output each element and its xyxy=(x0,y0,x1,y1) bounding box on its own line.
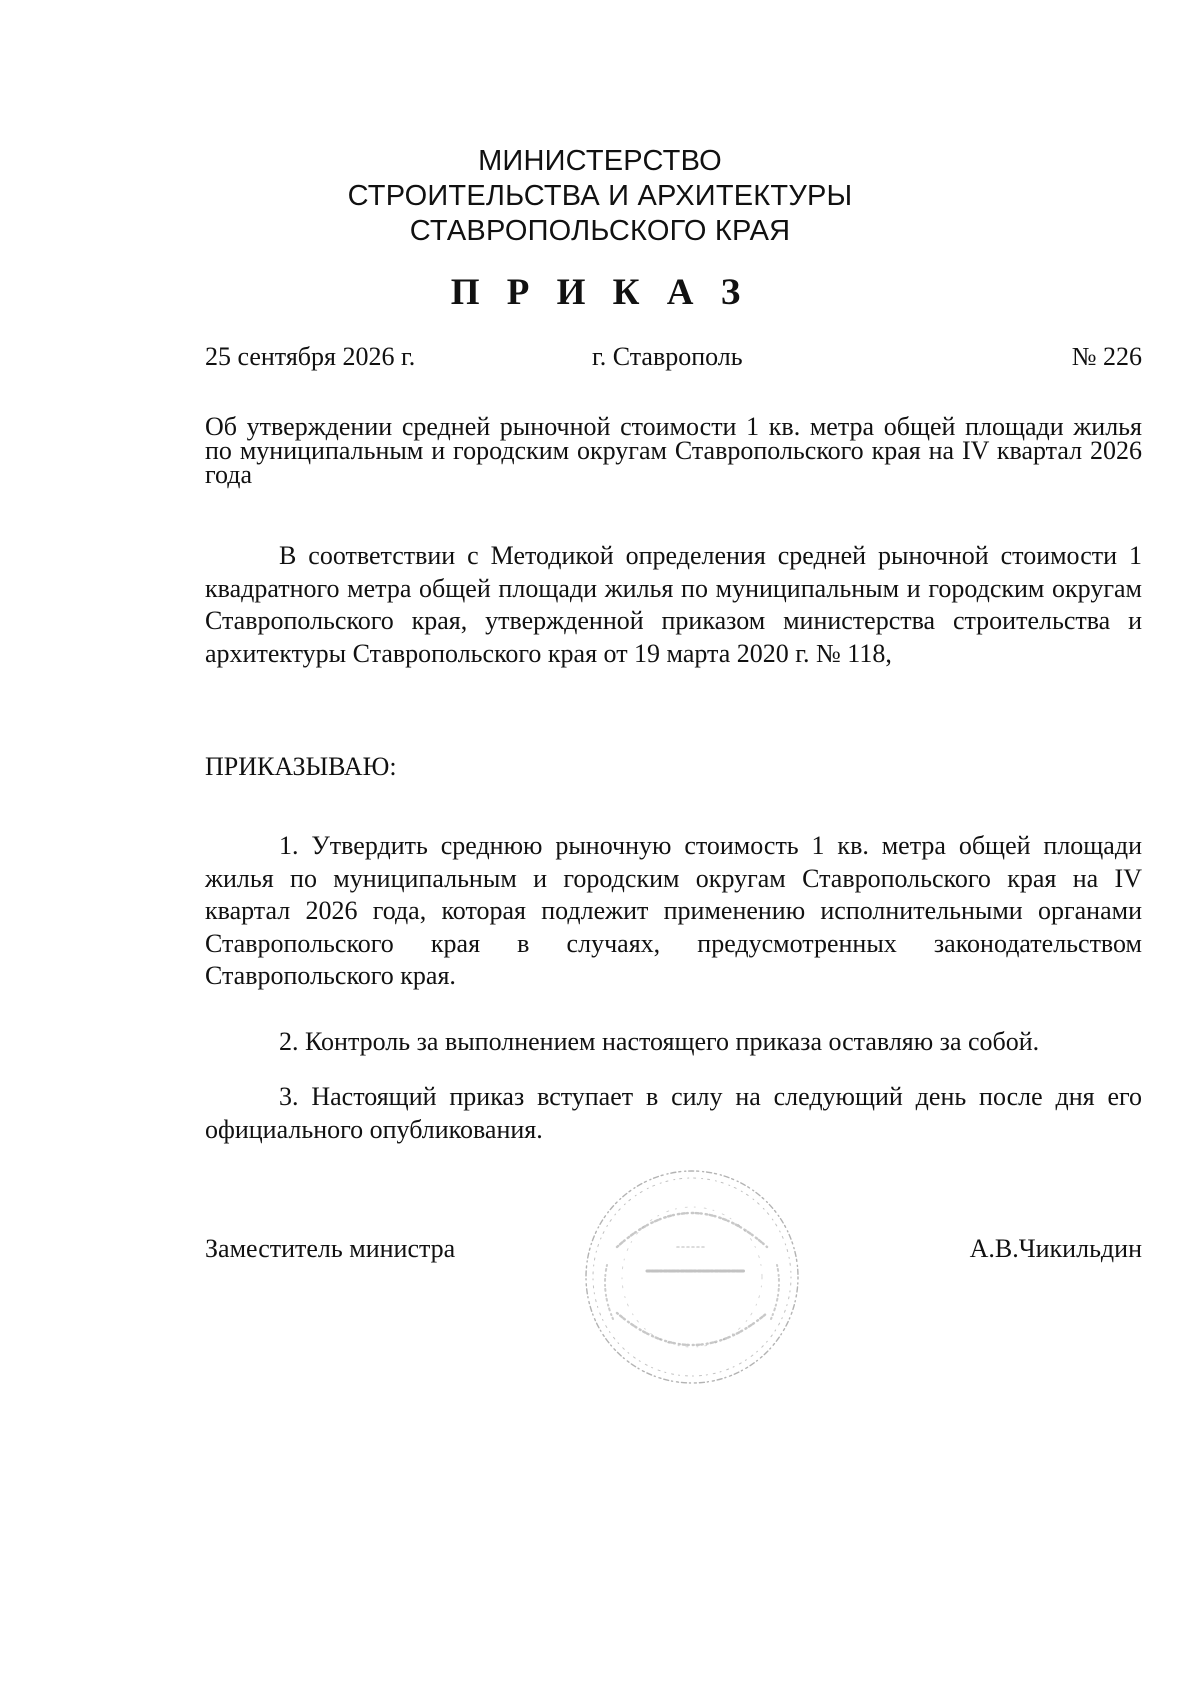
signer-name: А.В.Чикильдин xyxy=(969,1234,1142,1263)
document-city: г. Ставрополь xyxy=(592,342,743,371)
document-number: № 226 xyxy=(1071,342,1142,371)
header-line-3: СТАВРОПОЛЬСКОГО КРАЯ xyxy=(409,215,791,247)
document-subject: Об утверждении средней рыночной стоимости 1 кв. метра общей площади жилья по муниципальным и городским округам Ставропольского края на IV квартал 2026 года xyxy=(205,412,1142,489)
preamble-paragraph: В соответствии с Методикой определения средней рыночной стоимости 1 квадратного метра общей площади жилья по муниципальным и городским округам Ставропольского края, утвержденной приказом министерства строительства и архитектуры Ставропольского края от 19 марта 2020 г. № 118, xyxy=(205,541,1142,668)
header-line-1: МИНИСТЕРСТВО xyxy=(478,145,722,177)
seal-top-text-arc xyxy=(617,1213,767,1247)
document-title: П Р И К А З xyxy=(450,272,750,313)
document-date: 25 сентября 2026 г. xyxy=(205,342,416,371)
document-meta xyxy=(205,340,1142,374)
seal-left-text-arc xyxy=(605,1265,613,1319)
header-line-2: СТРОИТЕЛЬСТВА И АРХИТЕКТУРЫ xyxy=(347,180,853,212)
order-item-3: 3. Настоящий приказ вступает в силу на следующий день после дня его официального опубликования. xyxy=(205,1082,1142,1144)
order-item-2: 2. Контроль за выполнением настоящего приказа оставляю за собой. xyxy=(279,1027,1040,1056)
order-item-1: 1. Утвердить среднюю рыночную стоимость 1 кв. метра общей площади жилья по муниципальным и городским округам Ставропольского края на IV квартал 2026 года, которая подлежит применению исполнительными органами Ставропольского края в случаях, предусмотренных законодательством Ставропольского края. xyxy=(205,831,1142,990)
official-seal-icon xyxy=(577,1165,807,1390)
ministry-header xyxy=(0,144,1200,249)
seal-right-text-arc xyxy=(771,1265,779,1319)
order-word: ПРИКАЗЫВАЮ: xyxy=(205,752,397,781)
seal-inner-ring xyxy=(593,1178,791,1376)
seal-outer-ring xyxy=(586,1171,798,1383)
seal-bottom-text-arc xyxy=(617,1313,767,1345)
signer-position: Заместитель министра xyxy=(205,1234,456,1263)
